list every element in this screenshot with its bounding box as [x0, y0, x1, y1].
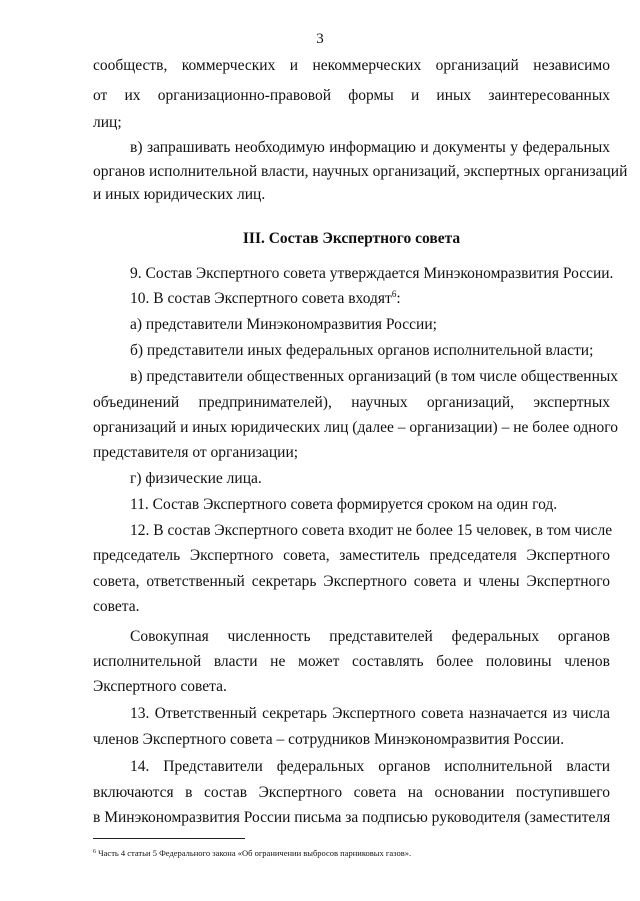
- footnote-divider: [93, 838, 245, 839]
- text-line: органов исполнительной власти, научных организаций, экспертных организаций: [93, 163, 628, 180]
- list-item-a: а) представители Минэкономразвития России;: [130, 316, 437, 333]
- text-line: 14. Представители федеральных органов исполнительной власти: [130, 758, 610, 775]
- text-line: Экспертного совета.: [93, 678, 227, 695]
- text-line: председатель Экспертного совета, заместитель председателя Экспертного: [93, 547, 610, 564]
- text-line: объединений предпринимателей), научных организаций, экспертных: [93, 394, 610, 411]
- list-item-b: б) представители иных федеральных органов исполнительной власти;: [130, 342, 594, 359]
- footnote: [93, 847, 411, 859]
- footnote-reference: 6: [391, 289, 397, 299]
- text-line: лиц;: [93, 114, 122, 131]
- text-line: в Минэкономразвития России письма за подписью руководителя (заместителя: [93, 809, 611, 826]
- text-line: в) представители общественных организаций (в том числе общественных: [130, 368, 619, 385]
- text-line: включаются в состав Экспертного совета на основании поступившего: [93, 784, 610, 801]
- text-line: 13. Ответственный секретарь Экспертного совета назначается из числа: [130, 705, 610, 722]
- paragraph-10-tail: :: [396, 290, 401, 307]
- text-line: Совокупная численность представителей федеральных органов: [130, 628, 610, 645]
- text-line: от их организационно-правовой формы и иных заинтересованных: [93, 87, 610, 104]
- text-line: совета.: [93, 598, 140, 615]
- text-line: 12. В состав Экспертного совета входит не более 15 человек, в том числе: [130, 522, 613, 539]
- text-line: членов Экспертного совета – сотрудников Минэкономразвития России.: [93, 731, 565, 748]
- text-line: совета, ответственный секретарь Экспертного совета и члены Экспертного: [93, 573, 610, 590]
- text-line: и иных юридических лиц.: [93, 186, 266, 203]
- paragraph-10: [130, 289, 610, 309]
- text-line: представителя от организации;: [93, 444, 299, 461]
- footnote-text: Часть 4 статьи 5 Федерального закона «Об ограничении выбросов парниковых газов».: [96, 848, 412, 858]
- text-line: в) запрашивать необходимую информацию и документы у федеральных: [130, 139, 610, 156]
- section-heading: III. Состав Экспертного совета: [242, 230, 461, 247]
- page-number: 3: [316, 31, 324, 47]
- list-item-g: г) физические лица.: [130, 470, 262, 487]
- paragraph-11: 11. Состав Экспертного совета формируется сроком на один год.: [130, 496, 558, 513]
- text-line: исполнительной власти не может составлять более половины членов: [93, 653, 610, 670]
- text-line: сообществ, коммерческих и некоммерческих организаций независимо: [93, 57, 610, 74]
- paragraph-9: 9. Состав Экспертного совета утверждается Минэкономразвития России.: [130, 265, 614, 282]
- footnote-mark: 6: [93, 849, 96, 855]
- text-line: организаций и иных юридических лиц (далее – организации) – не более одного: [93, 419, 619, 436]
- paragraph-10-text: 10. В состав Экспертного совета входят: [130, 290, 392, 307]
